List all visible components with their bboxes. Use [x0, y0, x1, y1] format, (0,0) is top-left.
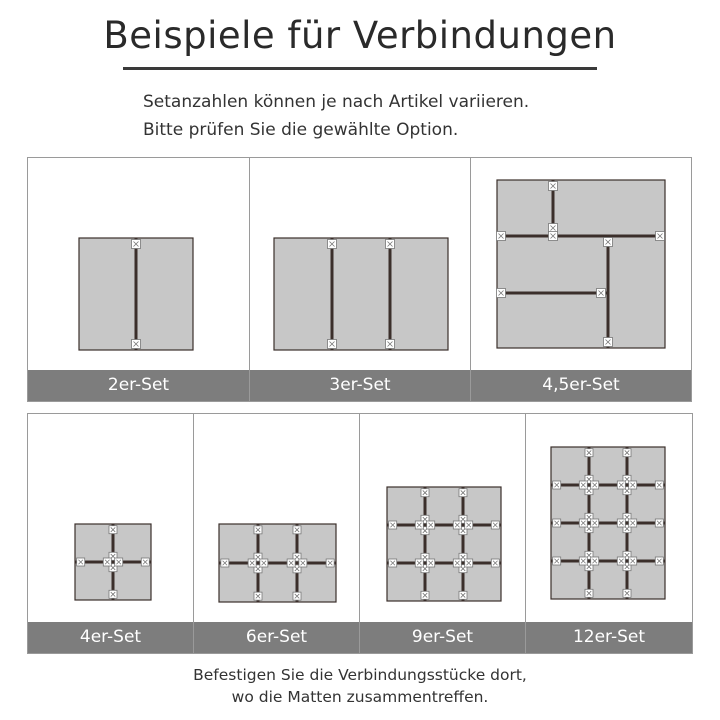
label-2er: 2er-Set	[28, 370, 249, 401]
footer-note	[0, 664, 720, 708]
connector-icon	[427, 559, 435, 567]
connector-icon	[549, 232, 558, 241]
connector-icon	[221, 559, 229, 567]
connector-icon	[248, 559, 256, 567]
intro-line-1: Setanzahlen können je nach Artikel variieren.	[143, 92, 530, 112]
connector-icon	[254, 526, 262, 534]
example-card-2er	[27, 157, 250, 402]
connector-icon	[293, 526, 301, 534]
label-9er: 9er-Set	[360, 622, 525, 653]
connector-icon	[415, 521, 423, 529]
connector-icon	[497, 289, 506, 298]
diagram-9er	[360, 414, 527, 624]
connector-icon	[623, 449, 631, 457]
example-card-4er	[27, 413, 194, 654]
connector-icon	[326, 559, 334, 567]
connector-icon	[497, 232, 506, 241]
connector-icon	[287, 559, 295, 567]
connector-icon	[491, 521, 499, 529]
connector-icon	[453, 559, 461, 567]
connector-icon	[629, 519, 637, 527]
footer-line-1: Befestigen Sie die Verbindungsstücke dort,	[193, 666, 527, 684]
connector-icon	[103, 558, 111, 566]
connector-icon	[459, 591, 467, 599]
diagram-45er	[471, 158, 693, 372]
diagram-12er	[526, 414, 694, 624]
connector-icon	[132, 240, 141, 249]
mat-panel	[274, 238, 448, 350]
connector-icon	[109, 590, 117, 598]
connector-icon	[141, 558, 149, 566]
diagram-6er	[194, 414, 361, 624]
connector-icon	[604, 238, 613, 247]
connector-icon	[453, 521, 461, 529]
connector-icon	[585, 589, 593, 597]
connector-icon	[421, 489, 429, 497]
connector-icon	[115, 558, 123, 566]
connector-icon	[585, 449, 593, 457]
connector-icon	[549, 182, 558, 191]
example-card-3er	[249, 157, 471, 402]
connector-icon	[459, 489, 467, 497]
connector-icon	[597, 289, 606, 298]
connector-icon	[591, 557, 599, 565]
example-card-6er	[193, 413, 360, 654]
connector-icon	[389, 521, 397, 529]
connector-icon	[299, 559, 307, 567]
connector-icon	[655, 481, 663, 489]
connector-icon	[591, 481, 599, 489]
connector-icon	[328, 240, 337, 249]
intro-text	[143, 88, 529, 144]
page-title: Beispiele für Verbindungen	[103, 14, 617, 57]
connector-icon	[579, 557, 587, 565]
diagram-2er	[28, 158, 251, 372]
connector-icon	[629, 557, 637, 565]
example-card-12er	[525, 413, 693, 654]
label-12er: 12er-Set	[526, 622, 692, 653]
connector-icon	[604, 338, 613, 347]
intro-line-2: Bitte prüfen Sie die gewählte Option.	[143, 120, 459, 140]
example-card-9er	[359, 413, 526, 654]
connector-icon	[629, 481, 637, 489]
connector-icon	[617, 481, 625, 489]
connector-icon	[328, 340, 337, 349]
mat-panel	[387, 487, 501, 601]
example-card-45er	[470, 157, 692, 402]
connector-icon	[386, 340, 395, 349]
connector-icon	[386, 240, 395, 249]
connector-icon	[655, 519, 663, 527]
label-45er: 4,5er-Set	[471, 370, 691, 401]
connector-icon	[132, 340, 141, 349]
diagram-3er	[250, 158, 472, 372]
footer-line-2: wo die Matten zusammentreffen.	[231, 688, 489, 706]
connector-icon	[579, 519, 587, 527]
connector-icon	[553, 519, 561, 527]
connector-icon	[77, 558, 85, 566]
connector-icon	[491, 559, 499, 567]
connector-icon	[260, 559, 268, 567]
label-4er: 4er-Set	[28, 622, 193, 653]
connector-icon	[553, 481, 561, 489]
connector-icon	[109, 526, 117, 534]
connector-icon	[427, 521, 435, 529]
connector-icon	[421, 591, 429, 599]
diagram-4er	[28, 414, 195, 624]
connector-icon	[591, 519, 599, 527]
label-6er: 6er-Set	[194, 622, 359, 653]
connector-icon	[254, 592, 262, 600]
connector-icon	[553, 557, 561, 565]
connector-icon	[617, 557, 625, 565]
connector-icon	[415, 559, 423, 567]
mat-panel	[497, 180, 665, 348]
connector-icon	[465, 559, 473, 567]
connector-icon	[655, 557, 663, 565]
connector-icon	[623, 589, 631, 597]
connector-icon	[617, 519, 625, 527]
connector-icon	[293, 592, 301, 600]
connector-icon	[465, 521, 473, 529]
title-underline	[123, 67, 597, 70]
connector-icon	[656, 232, 665, 241]
connector-icon	[389, 559, 397, 567]
connector-icon	[579, 481, 587, 489]
label-3er: 3er-Set	[250, 370, 470, 401]
